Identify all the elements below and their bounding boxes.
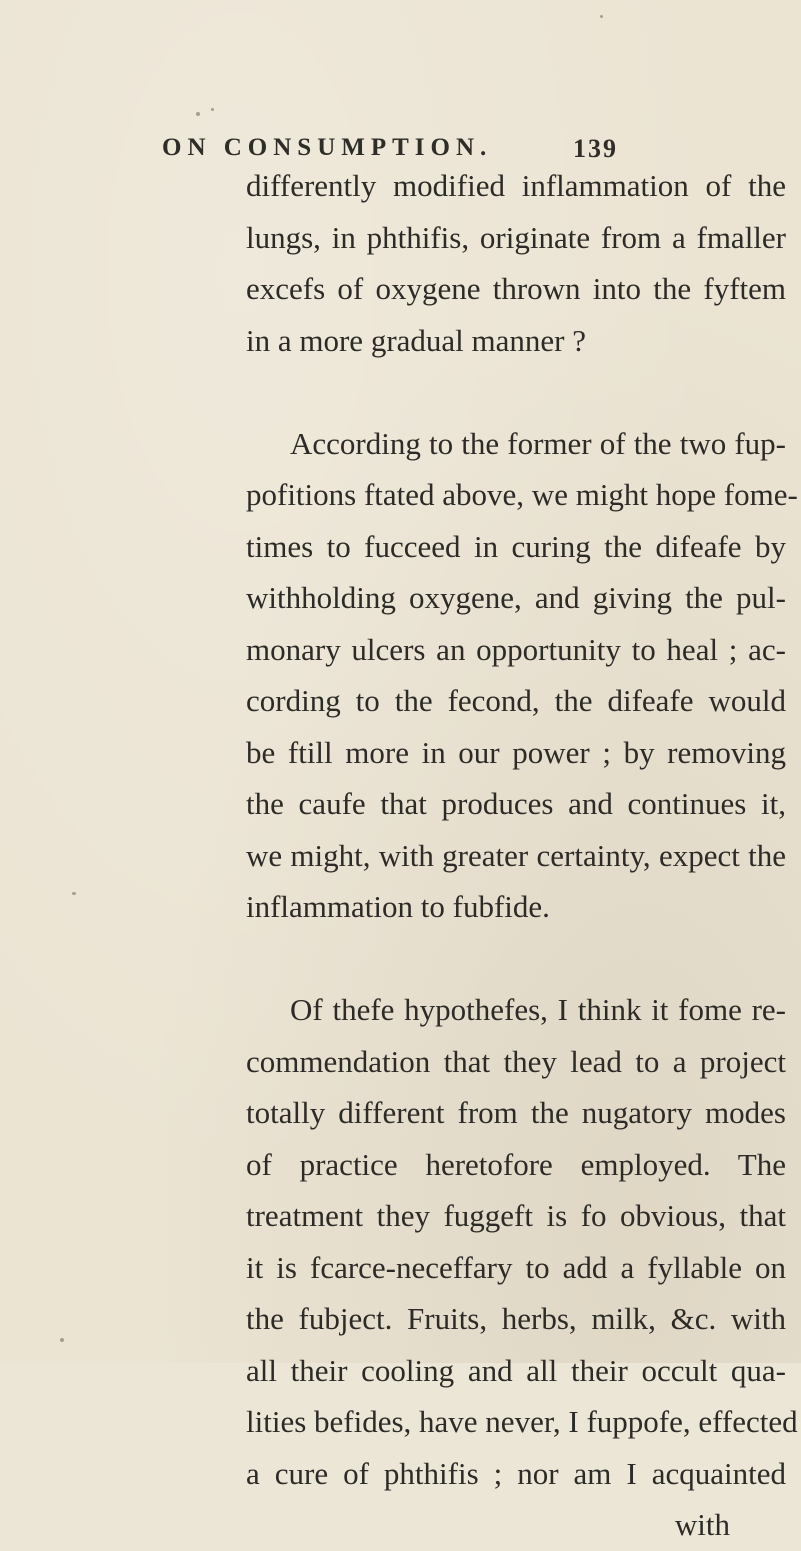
ink-speck [72,892,76,895]
text-line: totally different from the nugatory modes [246,1095,786,1130]
text-line: the fubject. Fruits, herbs, milk, &c. with [246,1301,786,1336]
text-line: the caufe that produces and continues it, [246,786,786,821]
page-number: 139 [573,134,618,163]
text-line: inflammation to fubfide. [246,889,550,924]
running-head: ON CONSUMPTION. [162,134,493,161]
text-line: times to fucceed in curing the difeafe by [246,528,786,564]
text-line: treatment they fuggeft is fo obvious, that [246,1198,786,1233]
text-line: we might, with greater certainty, expect the [246,837,786,873]
text-line: differently modified inflammation of the [246,168,786,203]
ink-speck [196,112,200,116]
paragraph-1 [246,160,786,366]
text-line: be ftill more in our power ; by removing [246,734,786,770]
text-line: According to the former of the two fup- [290,425,786,461]
catchword: with [674,1507,730,1542]
text-line: a cure of phthifis ; nor am I acquainted [246,1455,786,1491]
text-line: excefs of oxygene thrown into the fyftem [246,271,786,306]
text-line: of practice heretofore employed. The [246,1146,786,1182]
text-line: it is fcarce-neceffary to add a fyllable on [246,1249,786,1285]
text-line: in a more gradual manner ? [246,322,586,358]
text-line: withholding oxygene, and giving the pul- [246,580,786,615]
text-line: pofitions ftated above, we might hope fome- [246,477,798,512]
text-line: cording to the fecond, the difeafe would [246,683,786,718]
text-line: commendation that they lead to a project [246,1043,786,1079]
ink-speck [600,15,603,18]
paragraph-3 [246,984,798,1499]
ink-speck [60,1338,64,1342]
paragraph-gap [246,933,786,985]
text-line: lungs, in phthifis, originate from a fmaller [246,219,786,255]
body-text [246,160,798,1551]
text-line: lities befides, have never, I fuppofe, effected [246,1404,798,1439]
paragraph-gap [246,366,786,418]
text-line: Of thefe hypothefes, I think it fome re- [290,992,786,1027]
ink-speck [211,108,214,111]
paragraph-2 [246,418,798,933]
text-line: all their cooling and all their occult qua- [246,1352,786,1388]
text-line: monary ulcers an opportunity to heal ; ac- [246,631,786,667]
